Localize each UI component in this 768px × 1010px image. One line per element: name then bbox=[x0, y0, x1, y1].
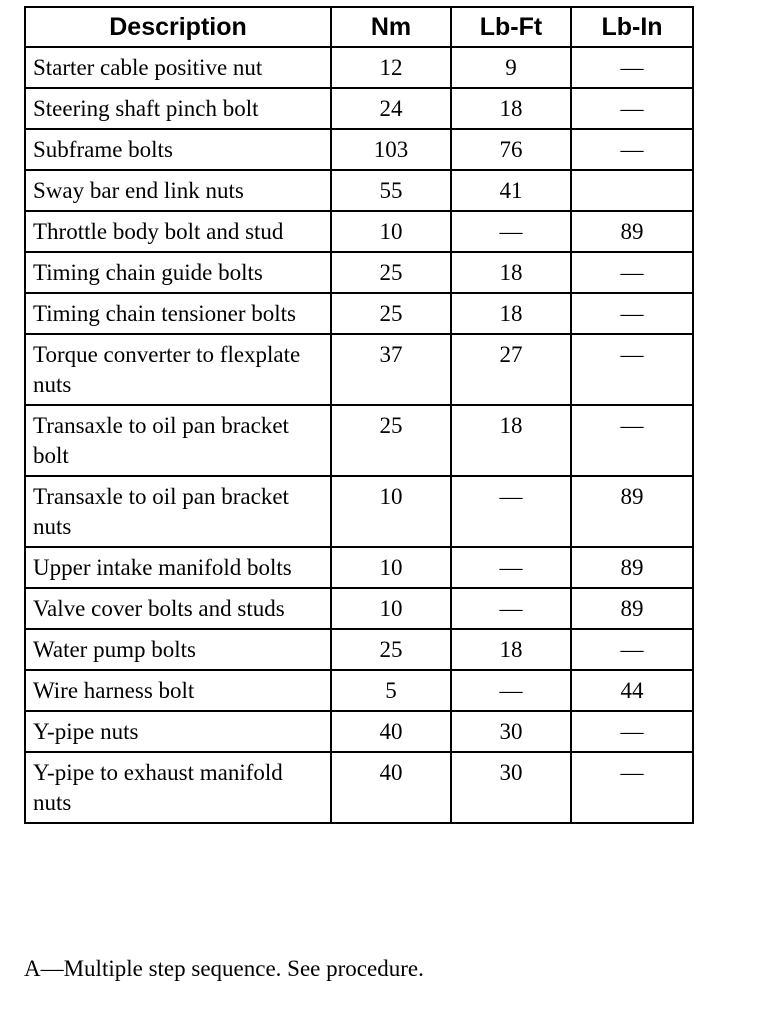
cell-lb-ft: 27 bbox=[451, 334, 571, 405]
header-description: Description bbox=[25, 7, 331, 47]
table-body bbox=[25, 47, 693, 823]
cell-lb-in: — bbox=[571, 252, 693, 293]
cell-lb-ft: 18 bbox=[451, 629, 571, 670]
cell-nm: 25 bbox=[331, 293, 451, 334]
cell-lb-ft: — bbox=[451, 547, 571, 588]
cell-nm: 10 bbox=[331, 211, 451, 252]
table-row bbox=[25, 129, 693, 170]
cell-nm: 25 bbox=[331, 629, 451, 670]
cell-lb-ft: 30 bbox=[451, 711, 571, 752]
cell-lb-ft: 18 bbox=[451, 88, 571, 129]
cell-nm: 40 bbox=[331, 711, 451, 752]
cell-lb-in: — bbox=[571, 129, 693, 170]
cell-description: Timing chain tensioner bolts bbox=[25, 293, 331, 334]
cell-lb-ft: — bbox=[451, 476, 571, 547]
cell-lb-in: — bbox=[571, 334, 693, 405]
cell-nm: 55 bbox=[331, 170, 451, 211]
cell-lb-in: 89 bbox=[571, 547, 693, 588]
cell-lb-in: — bbox=[571, 629, 693, 670]
cell-lb-ft: 9 bbox=[451, 47, 571, 88]
cell-lb-in: — bbox=[571, 293, 693, 334]
cell-description: Upper intake manifold bolts bbox=[25, 547, 331, 588]
cell-lb-ft: 30 bbox=[451, 752, 571, 823]
cell-description: Throttle body bolt and stud bbox=[25, 211, 331, 252]
cell-lb-in bbox=[571, 170, 693, 211]
table-row bbox=[25, 670, 693, 711]
cell-description: Transaxle to oil pan bracket bolt bbox=[25, 405, 331, 476]
table-row bbox=[25, 629, 693, 670]
cell-nm: 25 bbox=[331, 405, 451, 476]
table-row bbox=[25, 588, 693, 629]
table-row bbox=[25, 293, 693, 334]
table-row bbox=[25, 47, 693, 88]
cell-lb-ft: 18 bbox=[451, 405, 571, 476]
cell-description: Steering shaft pinch bolt bbox=[25, 88, 331, 129]
table-row bbox=[25, 405, 693, 476]
table-row bbox=[25, 711, 693, 752]
cell-nm: 40 bbox=[331, 752, 451, 823]
table-row bbox=[25, 334, 693, 405]
cell-nm: 25 bbox=[331, 252, 451, 293]
cell-nm: 10 bbox=[331, 476, 451, 547]
cell-nm: 37 bbox=[331, 334, 451, 405]
cell-lb-in: — bbox=[571, 752, 693, 823]
cell-nm: 5 bbox=[331, 670, 451, 711]
header-nm: Nm bbox=[331, 7, 451, 47]
cell-description: Subframe bolts bbox=[25, 129, 331, 170]
cell-nm: 103 bbox=[331, 129, 451, 170]
table-row bbox=[25, 88, 693, 129]
table-row bbox=[25, 211, 693, 252]
cell-lb-in: 89 bbox=[571, 211, 693, 252]
header-lb-in: Lb-In bbox=[571, 7, 693, 47]
footnote: A—Multiple step sequence. See procedure. bbox=[24, 956, 424, 981]
cell-lb-in: — bbox=[571, 88, 693, 129]
cell-description: Sway bar end link nuts bbox=[25, 170, 331, 211]
cell-lb-in: 89 bbox=[571, 588, 693, 629]
cell-description: Torque converter to flexplate nuts bbox=[25, 334, 331, 405]
cell-description: Valve cover bolts and studs bbox=[25, 588, 331, 629]
cell-lb-ft: — bbox=[451, 670, 571, 711]
cell-lb-in: — bbox=[571, 405, 693, 476]
cell-lb-in: — bbox=[571, 711, 693, 752]
cell-lb-in: 89 bbox=[571, 476, 693, 547]
table-row bbox=[25, 170, 693, 211]
cell-lb-ft: 76 bbox=[451, 129, 571, 170]
cell-lb-ft: — bbox=[451, 588, 571, 629]
cell-description: Water pump bolts bbox=[25, 629, 331, 670]
cell-description: Timing chain guide bolts bbox=[25, 252, 331, 293]
table-row bbox=[25, 476, 693, 547]
cell-lb-in: — bbox=[571, 47, 693, 88]
cell-nm: 10 bbox=[331, 588, 451, 629]
cell-description: Y-pipe to exhaust manifold nuts bbox=[25, 752, 331, 823]
torque-spec-table bbox=[24, 6, 694, 824]
cell-lb-ft: 41 bbox=[451, 170, 571, 211]
table-row bbox=[25, 752, 693, 823]
cell-nm: 12 bbox=[331, 47, 451, 88]
cell-description: Transaxle to oil pan bracket nuts bbox=[25, 476, 331, 547]
cell-lb-ft: 18 bbox=[451, 252, 571, 293]
cell-description: Y-pipe nuts bbox=[25, 711, 331, 752]
cell-description: Starter cable positive nut bbox=[25, 47, 331, 88]
cell-description: Wire harness bolt bbox=[25, 670, 331, 711]
header-lb-ft: Lb-Ft bbox=[451, 7, 571, 47]
cell-nm: 24 bbox=[331, 88, 451, 129]
cell-lb-ft: 18 bbox=[451, 293, 571, 334]
table-row bbox=[25, 547, 693, 588]
cell-lb-ft: — bbox=[451, 211, 571, 252]
cell-lb-in: 44 bbox=[571, 670, 693, 711]
cell-nm: 10 bbox=[331, 547, 451, 588]
header-row bbox=[25, 7, 693, 47]
table-row bbox=[25, 252, 693, 293]
